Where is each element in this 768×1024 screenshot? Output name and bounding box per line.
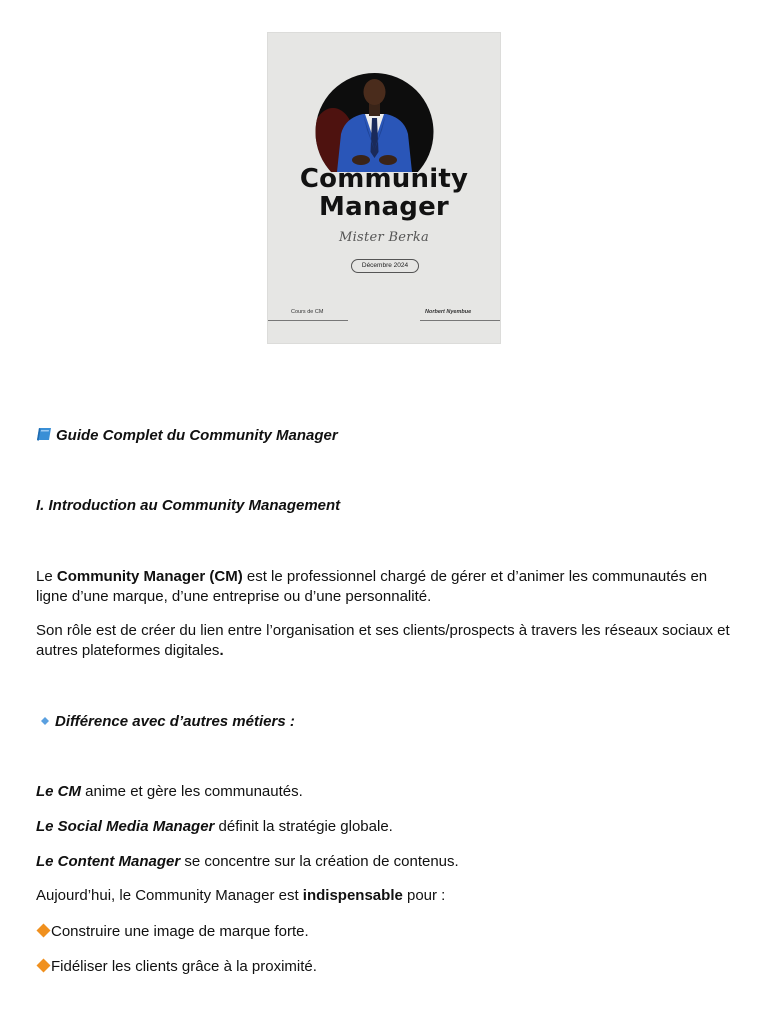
bullet-text: Fidéliser les clients grâce à la proximité. [51, 958, 317, 975]
cover-footer-left: Cours de CM [291, 309, 324, 315]
cover-title-line1: Community [299, 164, 469, 194]
intro-bold-term: Community Manager (CM) [56, 568, 243, 585]
role-line-cm [36, 782, 736, 802]
orange-diamond-icon [36, 923, 51, 944]
intro-text-start: Le [36, 568, 57, 585]
role-text: Son rôle est de créer du lien entre l’organisation et ses clients/prospects à travers les réseaux sociaux et autres plateformes digitales [36, 622, 730, 659]
guide-title [36, 426, 736, 448]
role-period: . [219, 642, 224, 659]
today-bold-word: indispensable [302, 887, 403, 904]
cover-footer-right: Norbert Nyembue [425, 309, 472, 315]
cover-footer-line-right [420, 320, 500, 321]
role-line-content [36, 852, 736, 872]
difference-heading-text: Différence avec d’autres métiers : [55, 713, 295, 730]
bullet-item [36, 922, 736, 944]
bullet-item [36, 957, 736, 979]
difference-heading [36, 712, 736, 734]
cover-title-line2: Manager [319, 192, 449, 222]
role-desc: se concentre sur la création de contenus. [180, 853, 459, 870]
role-term: Le Social Media Manager [36, 818, 215, 835]
cover-footer-line-left [268, 320, 348, 321]
role-line-social-media [36, 817, 736, 837]
today-text-start: Aujourd’hui, le Community Manager est [36, 887, 303, 904]
section-title: I. Introduction au Community Management [36, 497, 341, 514]
small-blue-diamond-icon [36, 714, 52, 734]
guide-title-text: Guide Complet du Community Manager [56, 427, 338, 444]
role-paragraph [36, 621, 736, 661]
role-term: Le CM [36, 783, 81, 800]
cover-date-badge: Décembre 2024 [351, 259, 419, 273]
today-paragraph [36, 886, 736, 906]
bullet-text: Construire une image de marque forte. [51, 923, 309, 940]
intro-paragraph [36, 567, 736, 607]
author-photo [315, 72, 434, 172]
role-desc: anime et gère les communautés. [81, 783, 303, 800]
role-term: Le Content Manager [36, 853, 181, 870]
book-icon [36, 427, 53, 448]
orange-diamond-icon [36, 958, 51, 979]
cover-author: Mister Berka [338, 230, 430, 245]
role-desc: définit la stratégie globale. [214, 818, 393, 835]
intro-text-end: est le professionnel chargé de gérer et d’animer les communautés en ligne d’une marque, d’une entreprise ou d’une personnalité. [36, 568, 708, 605]
today-text-end: pour : [402, 887, 446, 904]
